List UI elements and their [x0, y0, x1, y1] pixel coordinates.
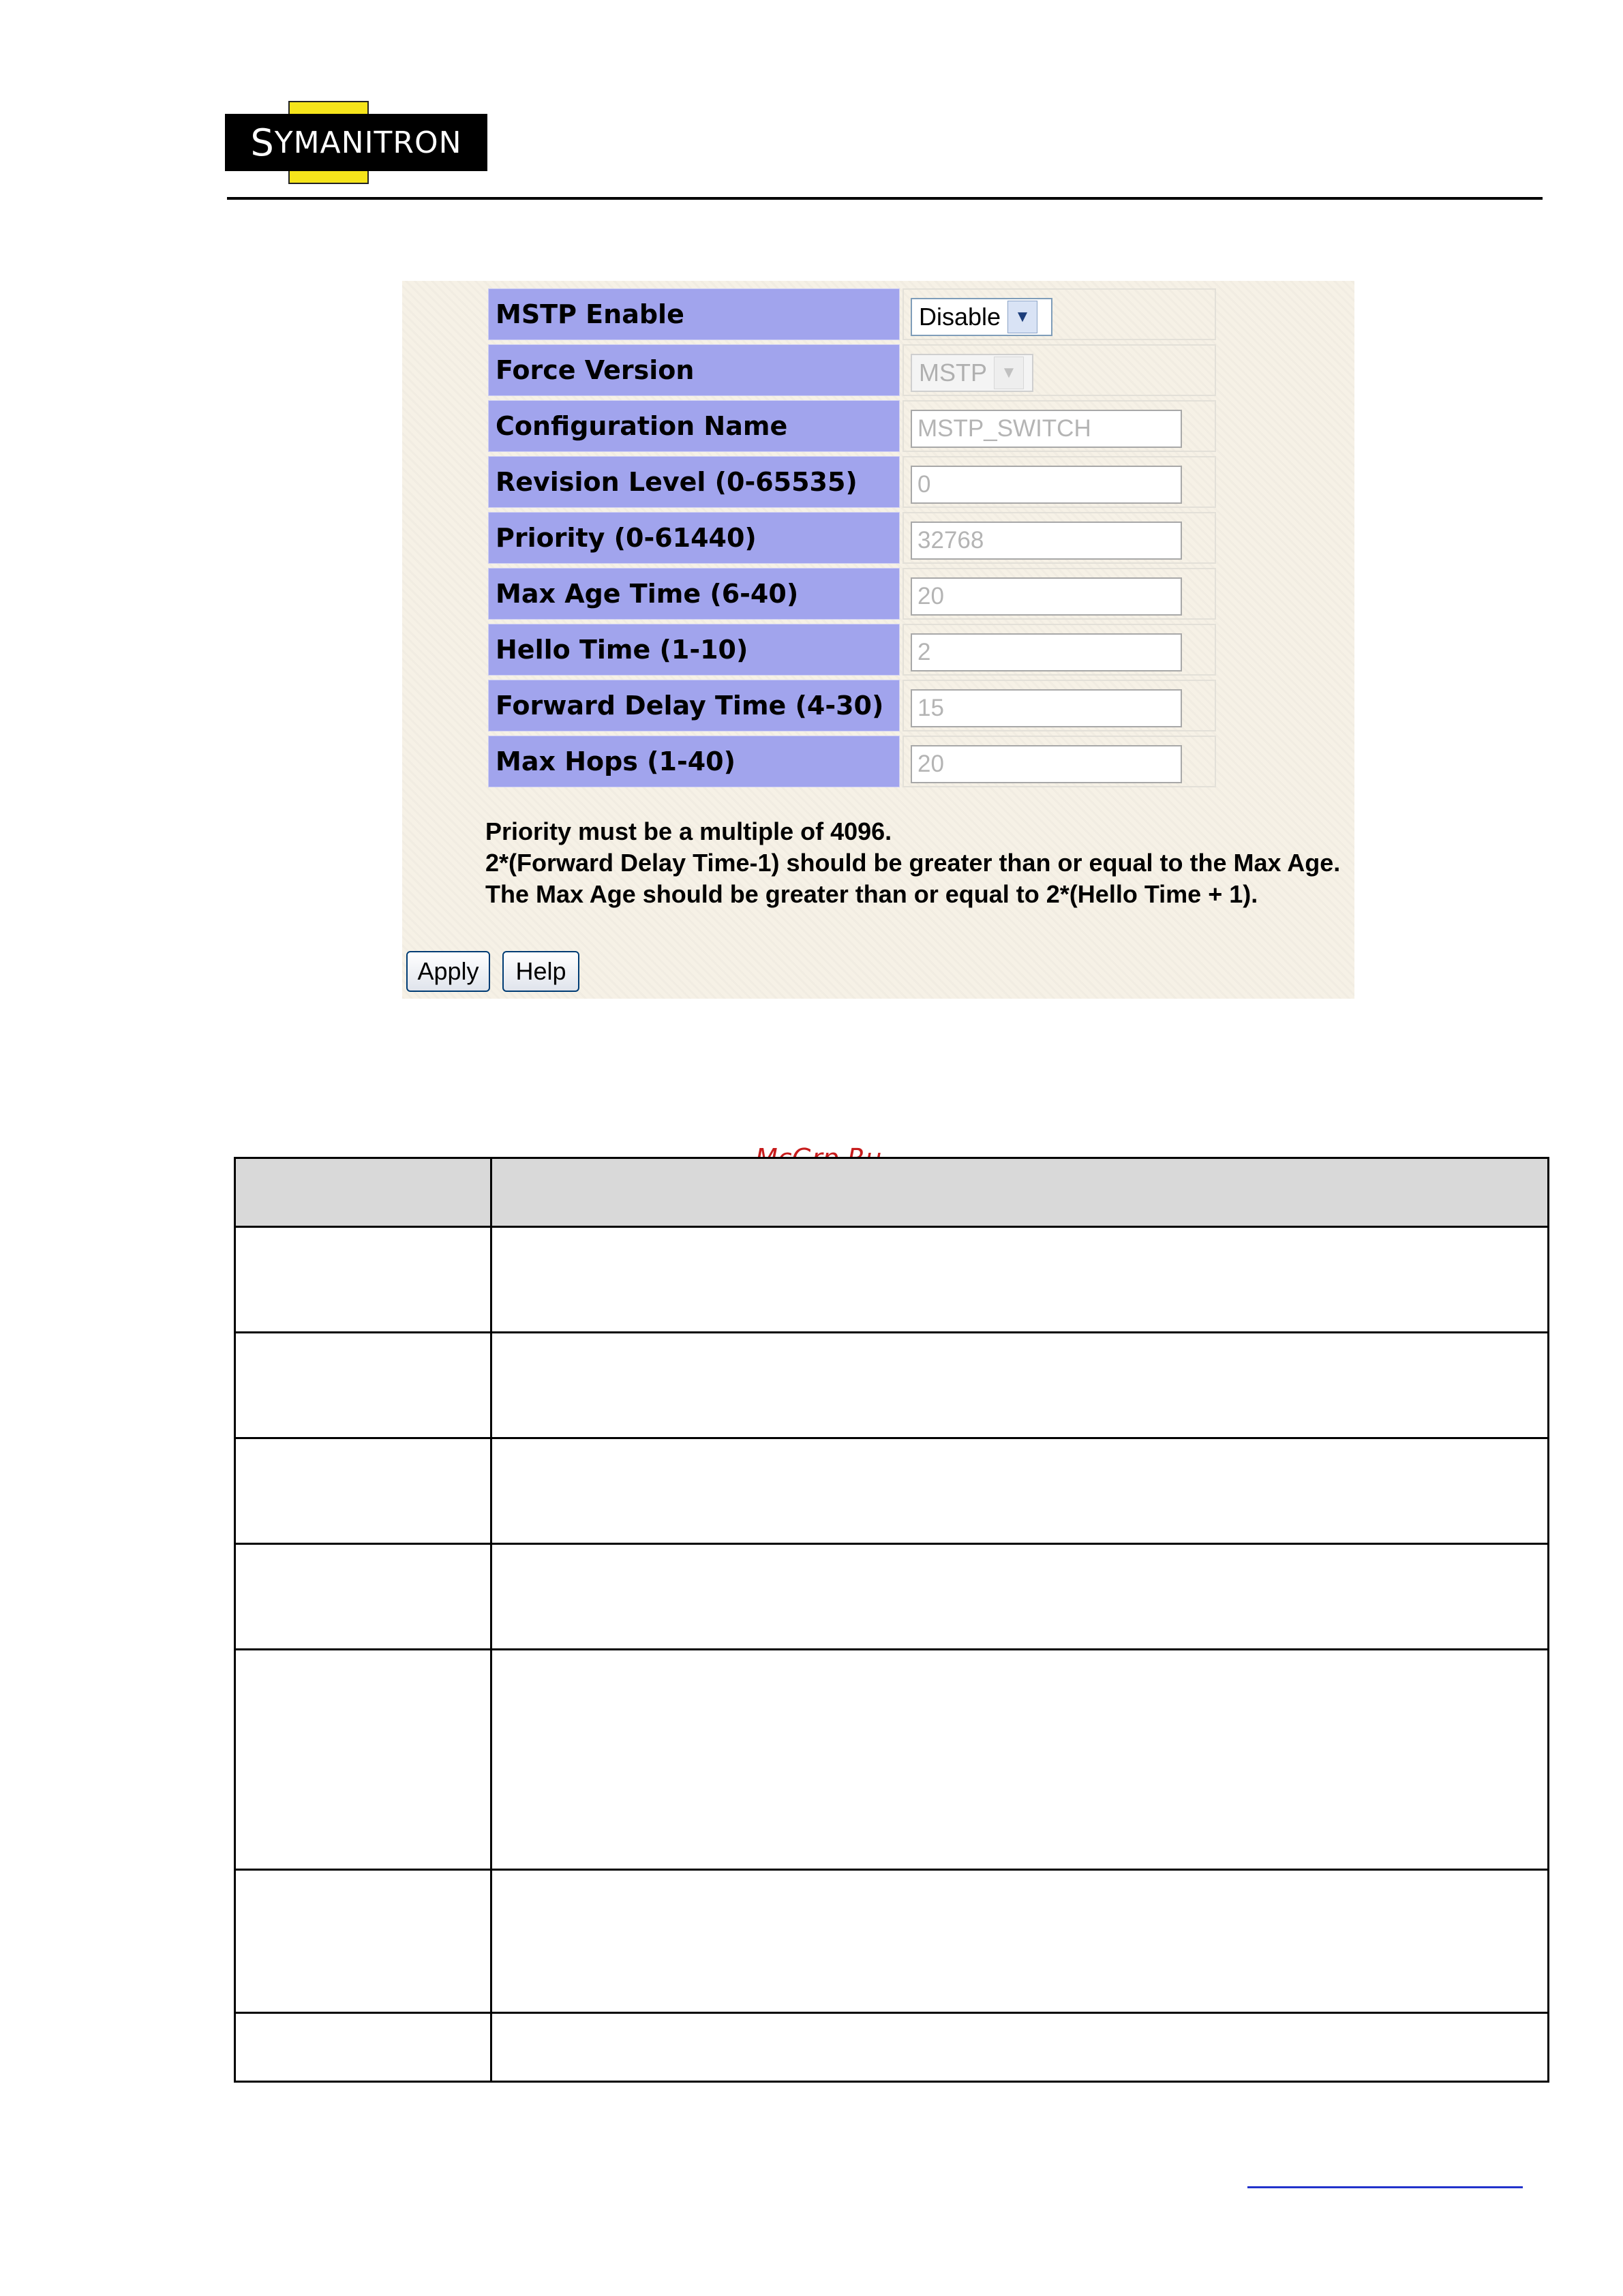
label-hello-time: Hello Time (1-10): [488, 624, 900, 676]
max-hops-input[interactable]: 20: [911, 745, 1182, 783]
label-forward-delay-time: Forward Delay Time (4-30): [488, 680, 900, 731]
mstp-config-table: [488, 286, 1216, 789]
note-forward-delay: 2*(Forward Delay Time-1) should be greater than or equal to the Max Age.: [485, 849, 1341, 877]
table-header-row: [235, 1158, 1549, 1227]
table-row: [235, 1438, 1549, 1544]
header-rule: [227, 197, 1543, 200]
config-notes: [485, 816, 1340, 910]
configuration-name-input[interactable]: MSTP_SWITCH: [911, 410, 1182, 448]
row-hello-time: [488, 622, 1216, 678]
forward-delay-time-input[interactable]: 15: [911, 689, 1182, 727]
note-priority: Priority must be a multiple of 4096.: [485, 817, 892, 845]
note-max-age: The Max Age should be greater than or equal to 2*(Hello Time + 1).: [485, 880, 1258, 908]
help-button[interactable]: Help: [502, 951, 579, 992]
row-force-version: [488, 342, 1216, 398]
table-row: [235, 1544, 1549, 1650]
chevron-down-icon: ▼: [994, 357, 1024, 389]
row-priority: [488, 510, 1216, 566]
label-mstp-enable: MSTP Enable: [488, 288, 900, 340]
max-age-time-input[interactable]: 20: [911, 577, 1182, 616]
row-configuration-name: [488, 398, 1216, 454]
table-row: [235, 2013, 1549, 2082]
label-priority: Priority (0-61440): [488, 512, 900, 564]
hello-time-input[interactable]: 2: [911, 633, 1182, 671]
table-row: [235, 1227, 1549, 1333]
row-max-age-time: [488, 566, 1216, 622]
mstp-enable-select[interactable]: Disable ▼: [911, 298, 1052, 336]
footer-link-underline[interactable]: [1247, 2186, 1523, 2188]
apply-button[interactable]: Apply: [406, 951, 490, 992]
label-max-hops: Max Hops (1-40): [488, 736, 900, 787]
table-row: [235, 1650, 1549, 1870]
label-force-version: Force Version: [488, 344, 900, 396]
symanitron-logo: [225, 101, 487, 184]
priority-input[interactable]: 32768: [911, 522, 1182, 560]
table-row: [235, 1870, 1549, 2013]
logo-text: S YMANITRON: [250, 121, 462, 164]
row-forward-delay-time: [488, 678, 1216, 734]
chevron-down-icon: ▼: [1007, 301, 1037, 333]
force-version-select[interactable]: MSTP ▼: [911, 354, 1033, 392]
row-revision-level: [488, 454, 1216, 510]
revision-level-input[interactable]: 0: [911, 466, 1182, 504]
label-revision-level: Revision Level (0-65535): [488, 456, 900, 508]
label-max-age-time: Max Age Time (6-40): [488, 568, 900, 620]
row-mstp-enable: [488, 286, 1216, 342]
table-row: [235, 1333, 1549, 1438]
description-table: [234, 1157, 1549, 2083]
row-max-hops: [488, 734, 1216, 789]
label-configuration-name: Configuration Name: [488, 400, 900, 452]
mstp-config-panel: [402, 281, 1354, 999]
